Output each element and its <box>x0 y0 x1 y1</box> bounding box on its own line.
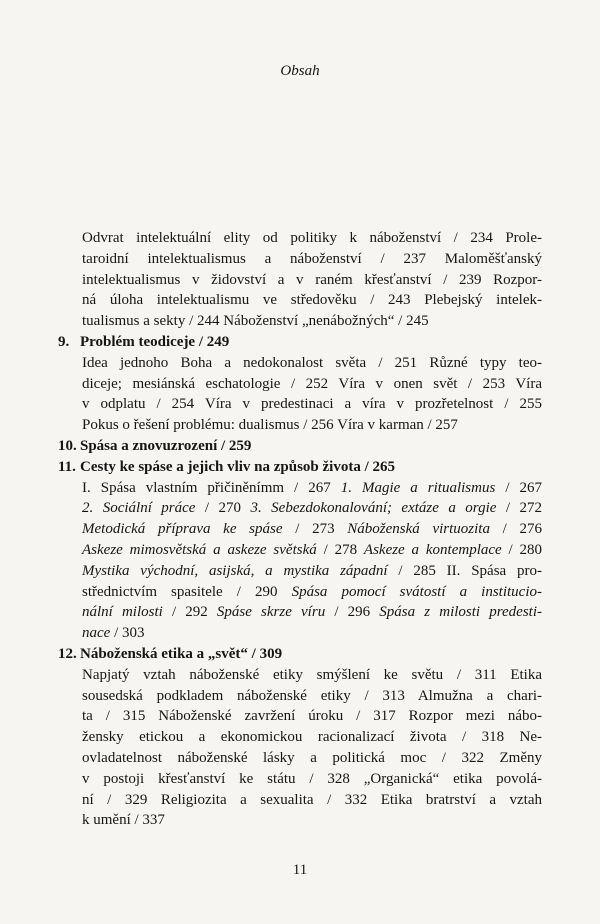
toc-entry-line <box>60 270 542 291</box>
toc-text: / 292 <box>162 604 217 621</box>
toc-section-title-italic: Mystika východní, asijská, a mystika západní <box>82 562 388 579</box>
toc-text: Napjatý vztah náboženské etiky smýšlení ke světu / 311 Etika <box>82 666 542 683</box>
toc-entry-line <box>60 769 542 790</box>
toc-entry-line <box>60 249 542 270</box>
toc-entry-line <box>60 290 542 311</box>
toc-entry-line <box>60 394 542 415</box>
toc-entry-line <box>60 498 542 519</box>
toc-entry-line <box>60 561 542 582</box>
toc-text: ovladatelnost náboženské lásky a politická moc / 322 Změny <box>82 749 542 766</box>
toc-text: k umění / 337 <box>82 812 165 829</box>
toc-text: Odvrat intelektuální elity od politiky k náboženství / 234 Prole- <box>82 230 542 246</box>
toc-entry-line <box>60 706 542 727</box>
toc-text: / 273 <box>282 521 348 538</box>
toc-text: / 270 <box>195 500 251 517</box>
toc-text: / 276 <box>489 521 543 538</box>
chapter-title: Problém teodiceje / 249 <box>80 333 230 350</box>
toc-section-title-italic: Spása z milosti predesti- <box>379 604 542 621</box>
toc-text: sousedská podkladem náboženské etiky / 313 Almužna a chari- <box>82 687 542 704</box>
toc-text: / 280 <box>501 541 543 558</box>
toc-text: tualismus a sekty / 244 Náboženství „nenábožných“ / 245 <box>82 313 429 330</box>
toc-entry-line <box>60 686 542 707</box>
toc-section-title-italic: Askeze a kontemplace <box>363 541 502 558</box>
chapter-title: Cesty ke spáse a jejich vliv na způsob života / 265 <box>80 458 395 475</box>
chapter-title: Spása a znovuzrození / 259 <box>80 437 252 454</box>
toc-section-title-italic: Náboženská virtuozita <box>347 521 490 538</box>
toc-entry-line <box>60 540 542 561</box>
toc-entry-line <box>60 582 542 603</box>
toc-text: ná úloha intelektualismu ve středověku / 243 Plebejský intelek- <box>82 292 542 309</box>
toc-section-title-italic: Metodická příprava ke spáse <box>82 521 283 538</box>
table-of-contents <box>60 228 542 831</box>
toc-entry-line <box>60 790 542 811</box>
chapter-heading <box>60 332 542 353</box>
running-header: Obsah <box>280 63 320 79</box>
toc-text: / 267 <box>495 479 542 496</box>
toc-entry-line <box>60 374 542 395</box>
toc-section-title-italic: Spáse skrze víru <box>216 604 326 621</box>
toc-section-title-italic: 1. Magie a ritualismus <box>340 479 496 496</box>
chapter-heading <box>60 457 542 478</box>
toc-entry-line <box>60 810 542 831</box>
chapter-heading <box>60 436 542 457</box>
toc-entry-line <box>60 415 542 436</box>
toc-entry-line <box>60 478 542 499</box>
toc-entry-line <box>60 353 542 374</box>
toc-text: I. Spása vlastním přičiněnímm / 267 <box>82 479 341 496</box>
toc-entry-line <box>60 311 542 332</box>
chapter-number: 12. <box>58 645 77 662</box>
chapter-heading <box>60 644 542 665</box>
toc-section-title-italic: 2. Sociální práce <box>82 500 196 517</box>
toc-text: v odplatu / 254 Víra v predestinaci a víra v prozřetelnost / 255 <box>82 396 542 413</box>
toc-text: taroidní intelektualismus a náboženství / 237 Maloměšťanský <box>82 250 542 267</box>
toc-entry-line <box>60 665 542 686</box>
toc-section-title-italic: 3. Sebezdokonalování; extáze a orgie <box>250 500 497 517</box>
toc-section-title-italic: Spása pomocí svátostí a institucio- <box>291 583 542 600</box>
toc-text: / 278 <box>316 541 364 558</box>
chapter-number: 9. <box>58 333 70 350</box>
toc-text: intelektualismus v židovství a v raném křesťanství / 239 Rozpor- <box>82 271 542 288</box>
toc-entry-line <box>60 727 542 748</box>
toc-text: diceje; mesiánská eschatologie / 252 Víra v onen svět / 253 Víra <box>82 375 542 392</box>
chapter-number: 11. <box>58 458 76 475</box>
toc-entry-line <box>60 748 542 769</box>
toc-section-title-italic: nální milosti <box>82 604 163 621</box>
toc-section-title-italic: nace <box>82 625 111 642</box>
toc-text: / 296 <box>325 604 380 621</box>
page-number: 11 <box>292 862 308 878</box>
toc-text: / 272 <box>496 500 542 517</box>
toc-text: Pokus o řešení problému: dualismus / 256 Víra v karman / 257 <box>82 417 458 434</box>
chapter-title: Náboženská etika a „svět“ / 309 <box>80 645 283 662</box>
toc-entry-line <box>60 519 542 540</box>
toc-entry-line <box>60 228 542 249</box>
toc-text: ta / 315 Náboženské zavržení úroku / 317 Rozpor mezi nábo- <box>82 708 542 725</box>
toc-text: žensky etickou a ekonomickou racionalizací života / 318 Ne- <box>82 729 542 746</box>
toc-text: střednictvím spasitele / 290 <box>82 583 292 600</box>
toc-text: Idea jednoho Boha a nedokonalost světa / 251 Různé typy teo- <box>82 354 542 371</box>
toc-entry-line <box>60 602 542 623</box>
toc-text: / 285 II. Spása pro- <box>387 562 542 579</box>
toc-section-title-italic: Askeze mimosvětská a askeze světská <box>82 541 317 558</box>
toc-text: / 303 <box>110 625 145 642</box>
toc-entry-line <box>60 623 542 644</box>
toc-text: ní / 329 Religiozita a sexualita / 332 Etika bratrství a vztah <box>82 791 542 808</box>
chapter-number: 10. <box>58 437 77 454</box>
toc-text: v postoji křesťanství ke státu / 328 „Organická“ etika povolá- <box>82 770 542 787</box>
